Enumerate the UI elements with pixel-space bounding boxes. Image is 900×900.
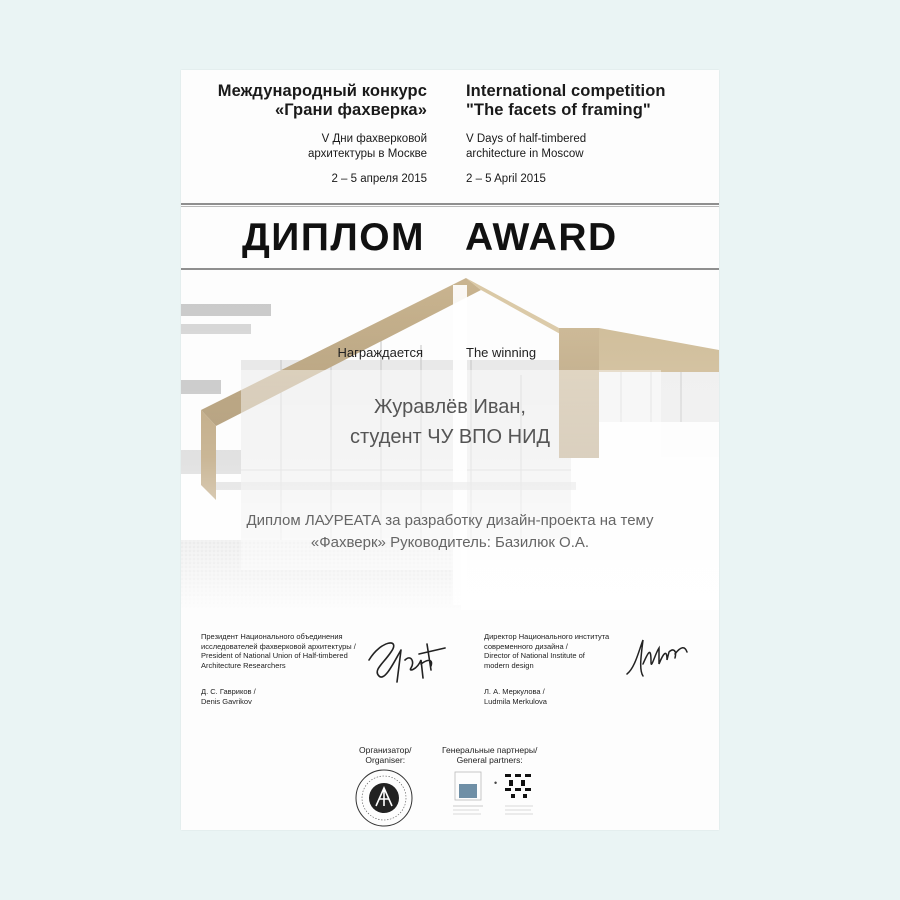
signatory-name-line: Д. С. Гавриков / xyxy=(201,687,256,696)
event-subtitle-ru-line2: архитектуры в Москве xyxy=(308,148,427,160)
signatory-role-line: Президент Национального объединения xyxy=(201,632,343,641)
awarded-label-ru: Награждается xyxy=(337,345,423,360)
winner-name xyxy=(181,392,719,452)
banner-rule-bottom xyxy=(181,268,719,270)
signatory-role-line: Architecture Researchers xyxy=(201,660,286,670)
event-dates-en: 2 – 5 April 2015 xyxy=(466,173,546,185)
partners-label xyxy=(442,745,537,765)
header-en xyxy=(466,82,666,187)
partners-label-line1: Генеральные партнеры/ xyxy=(442,745,538,755)
signatory-role-line: исследователей фахверковой архитектуры / xyxy=(201,641,356,651)
signatory-role-line: Директор Национального института xyxy=(484,632,610,641)
diploma-document xyxy=(181,70,719,830)
header-ru xyxy=(218,82,427,187)
signatory-role-line: President of National Union of Half-timbered xyxy=(201,651,348,660)
award-description xyxy=(181,510,719,554)
signatory-name-line: Denis Gavrikov xyxy=(201,696,252,706)
diploma-heading-ru: ДИПЛОМ xyxy=(242,216,426,259)
award-description-line1: Диплом ЛАУРЕАТА за разработку дизайн-проекта на тему xyxy=(246,512,654,529)
event-dates-ru: 2 – 5 апреля 2015 xyxy=(331,173,427,185)
partner-logo-1 xyxy=(449,770,489,818)
signatory-director xyxy=(484,632,609,706)
competition-title-en-line2: "The facets of framing" xyxy=(466,101,651,119)
award-description-line2: «Фахверк» Руководитель: Базилюк О.А. xyxy=(310,534,590,551)
competition-title-en-line1: International competition xyxy=(466,82,666,100)
signatory-role-line: modern design xyxy=(484,660,534,670)
partners-label-line2: General partners: xyxy=(456,755,523,765)
organiser-label-line2: Organiser: xyxy=(365,755,406,765)
winner-name-line1: Журавлёв Иван, xyxy=(374,396,526,418)
signature-director xyxy=(621,630,696,685)
signatory-role-line: Director of National Institute of xyxy=(484,651,585,660)
signatory-role-line: современного дизайна / xyxy=(484,641,568,651)
organiser-seal-logo xyxy=(354,768,414,828)
partner-logo-2 xyxy=(503,772,535,818)
winner-name-line2: студент ЧУ ВПО НИД xyxy=(349,426,551,448)
banner-rule-top xyxy=(181,203,719,205)
event-subtitle-en-line1: V Days of half-timbered xyxy=(466,133,587,145)
competition-title-ru-line1: Международный конкурс xyxy=(217,82,427,100)
competition-title-ru-line2: «Грани фахверка» xyxy=(274,101,427,119)
signatory-name-line: Ludmila Merkulova xyxy=(484,696,547,706)
banner-rule-top-inner xyxy=(181,206,719,207)
signatory-name-line: Л. А. Меркулова / xyxy=(484,687,545,696)
signature-president xyxy=(361,630,451,690)
organiser-label xyxy=(359,745,411,765)
diploma-heading-en: AWARD xyxy=(465,216,618,259)
bullet-icon: • xyxy=(494,778,498,788)
organiser-label-line1: Организатор/ xyxy=(359,745,412,755)
signatory-president xyxy=(201,632,356,706)
event-subtitle-en-line2: architecture in Moscow xyxy=(466,148,584,160)
event-subtitle-ru-line1: V Дни фахверковой xyxy=(321,133,427,145)
awarded-label-en: The winning xyxy=(466,345,537,360)
